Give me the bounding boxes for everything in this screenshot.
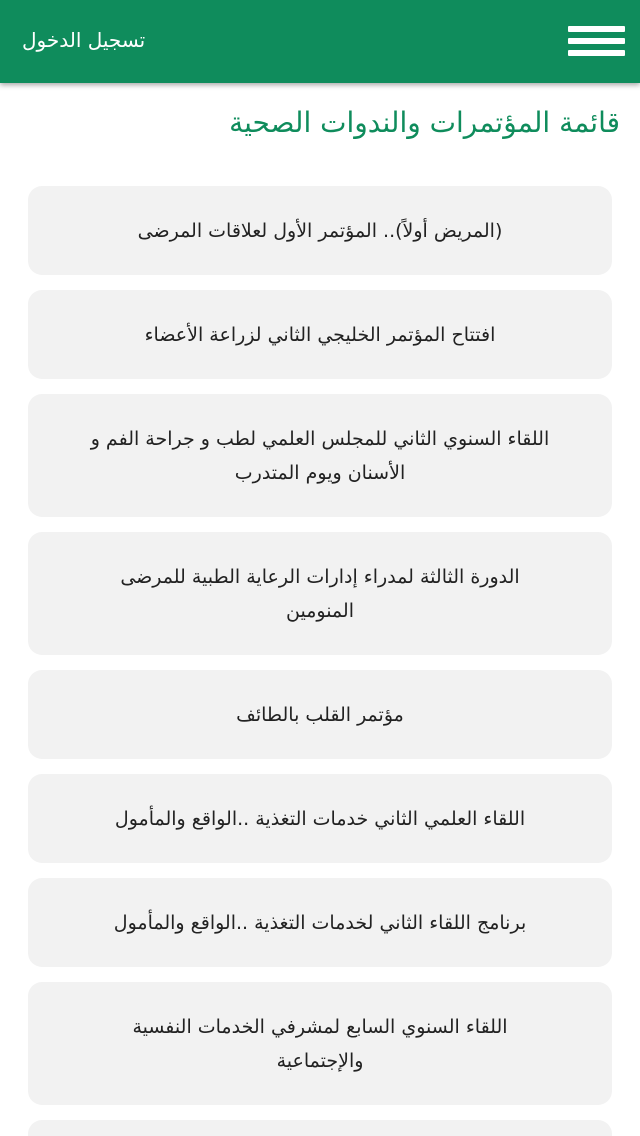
conference-item-partial[interactable] bbox=[28, 1120, 612, 1136]
hamburger-menu-icon[interactable] bbox=[568, 24, 625, 60]
conference-item[interactable]: الدورة الثالثة لمدراء إدارات الرعاية الطبية للمرضى المنومين bbox=[28, 532, 612, 655]
conference-item[interactable]: اللقاء السنوي السابع لمشرفي الخدمات النفسية والإجتماعية bbox=[28, 982, 612, 1105]
conference-item[interactable]: اللقاء العلمي الثاني خدمات التغذية ..الواقع والمأمول bbox=[28, 774, 612, 863]
conference-list bbox=[28, 186, 612, 1136]
conference-item[interactable]: (المريض أولاً).. المؤتمر الأول لعلاقات المرضى bbox=[28, 186, 612, 275]
menu-bar bbox=[568, 50, 625, 56]
login-link[interactable]: تسجيل الدخول bbox=[22, 28, 146, 52]
menu-bar bbox=[568, 26, 625, 32]
page-title: قائمة المؤتمرات والندوات الصحية bbox=[229, 106, 620, 139]
conference-item[interactable]: افتتاح المؤتمر الخليجي الثاني لزراعة الأعضاء bbox=[28, 290, 612, 379]
conference-item[interactable]: اللقاء السنوي الثاني للمجلس العلمي لطب و جراحة الفم و الأسنان ويوم المتدرب bbox=[28, 394, 612, 517]
app-header bbox=[0, 0, 640, 83]
conference-item[interactable]: برنامج اللقاء الثاني لخدمات التغذية ..الواقع والمأمول bbox=[28, 878, 612, 967]
conference-item[interactable]: مؤتمر القلب بالطائف bbox=[28, 670, 612, 759]
menu-bar bbox=[568, 38, 625, 44]
